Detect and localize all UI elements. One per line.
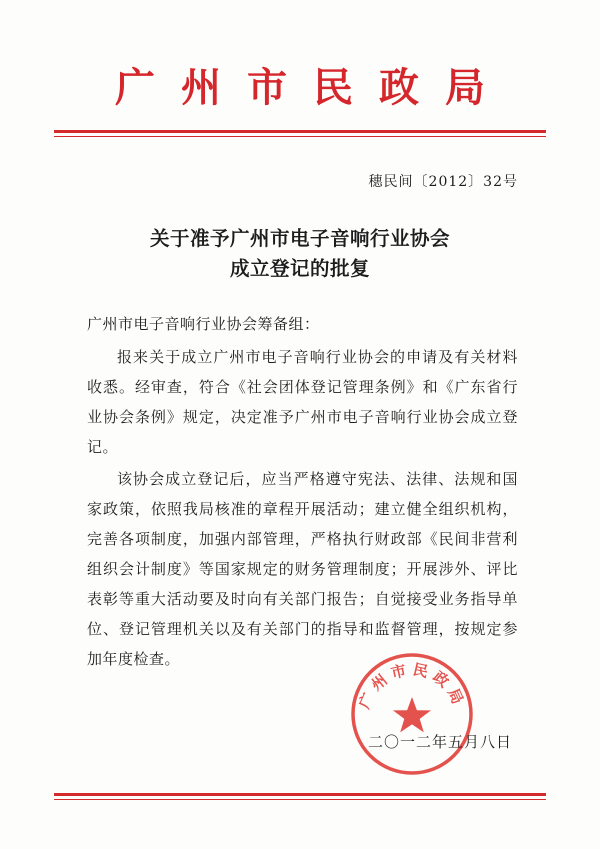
document-title-line-1: 关于准予广州市电子音响行业协会	[149, 227, 450, 250]
body-paragraph-1: 报来关于成立广州市电子音响行业协会的申请及有关材料收悉。经审查，符合《社会团体登记管理条例》和《广东省行业协会条例》规定，决定准予广州市电子音响行业协会成立登记。	[87, 348, 518, 456]
document-date: 二〇一二年五月八日	[367, 733, 512, 751]
document-title	[0, 224, 600, 284]
footer-rule-thick	[54, 793, 546, 796]
addressee: 广州市电子音响行业协会筹备组：	[87, 315, 320, 333]
letterhead-rule-thin	[54, 136, 546, 137]
document-number: 穗民间〔2012〕32号	[368, 174, 518, 190]
letterhead-title: 广州市民政局	[115, 64, 511, 111]
letterhead-rule-thick	[54, 130, 546, 133]
footer-rule-thin	[54, 799, 546, 800]
seal-star-icon	[393, 697, 431, 732]
official-seal-stamp	[349, 651, 475, 777]
seal-text: 广州市民政局	[355, 660, 469, 712]
body-paragraph-2: 该协会成立登记后，应当严格遵守宪法、法律、法规和国家政策，依照我局核准的章程开展活动；建立健全组织机构，完善各项制度，加强内部管理，严格执行财政部《民间非营利组织会计制度》等国家规定的财务管理制度；开展涉外、评比表彰等重大活动要及时向有关部门报告；自觉接受业务指导单位、登记管理机关以及有关部门的指导和监督管理，按规定参加年度检查。	[87, 470, 518, 668]
document-title-line-2: 成立登记的批复	[229, 257, 370, 280]
